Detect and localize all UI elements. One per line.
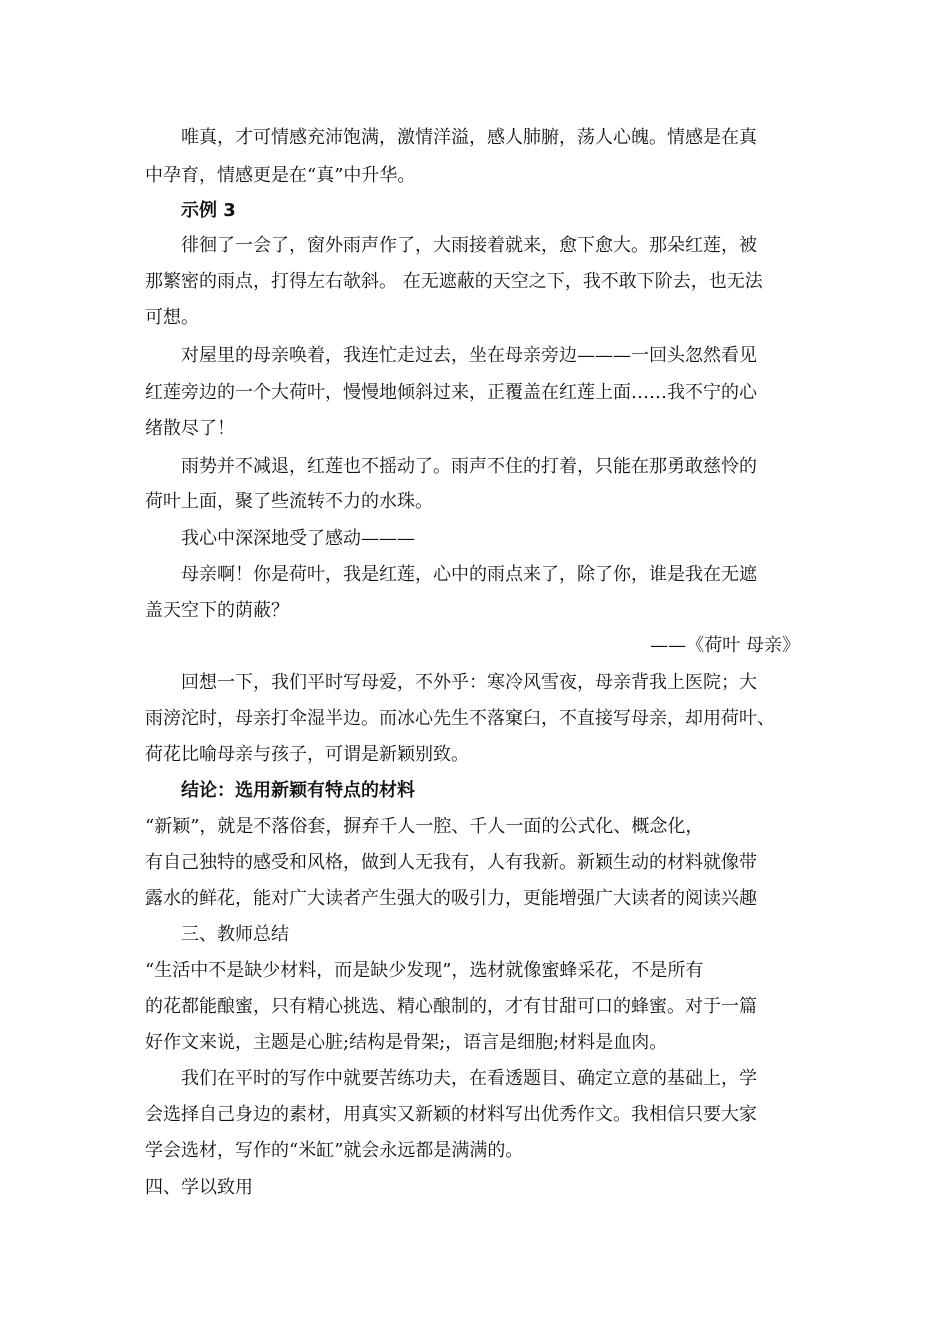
- text-line: 有自己独特的感受和风格，做到人无我有，人有我新。新颖生动的材料就像带: [145, 852, 757, 873]
- text-line: 学会选材，写作的“米缸”就会永远都是满满的。: [145, 1140, 524, 1161]
- section-heading: 四、学以致用: [145, 1177, 253, 1198]
- text-line: 盖天空下的荫蔽？: [145, 600, 289, 621]
- text-line: 会选择自己身边的素材，用真实又新颖的材料写出优秀作文。我相信只要大家: [145, 1104, 757, 1125]
- text-line: 中孕育，情感更是在“真”中升华。: [145, 165, 416, 186]
- text-line: 可想。: [145, 307, 199, 328]
- text-line: 荷花比喻母亲与孩子，可谓是新颖别致。: [145, 744, 469, 765]
- text-line: 荷叶上面，聚了些流转不力的水珠。: [145, 491, 433, 512]
- citation: ——《荷叶 母亲》: [650, 635, 800, 656]
- section-heading: 三、教师总结: [181, 924, 289, 945]
- text-line: 对屋里的母亲唤着，我连忙走过去，坐在母亲旁边———一回头忽然看见: [181, 345, 757, 366]
- conclusion-heading: 结论：选用新颖有特点的材料: [181, 780, 415, 801]
- text-line: 徘徊了一会了，窗外雨声作了，大雨接着就来，愈下愈大。那朵红莲，被: [181, 235, 757, 256]
- text-line: 露水的鲜花，能对广大读者产生强大的吸引力，更能增强广大读者的阅读兴趣: [145, 888, 757, 909]
- text-line: 绪散尽了！: [145, 418, 235, 439]
- text-line: 回想一下，我们平时写母爱，不外乎：寒冷风雪夜，母亲背我上医院；大: [181, 672, 757, 693]
- text-line: 我们在平时的写作中就要苦练功夫，在看透题目、确定立意的基础上，学: [181, 1068, 757, 1089]
- text-line: 唯真，才可情感充沛饱满，激情洋溢，感人肺腑，荡人心魄。情感是在真: [181, 127, 757, 148]
- text-line: 那繁密的雨点，打得左右欹斜。 在无遮蔽的天空之下，我不敢下阶去，也无法: [145, 271, 763, 292]
- text-line: “新颖”，就是不落俗套，摒弃千人一腔、千人一面的公式化、概念化，: [145, 816, 704, 837]
- text-line: “生活中不是缺少材料，而是缺少发现”，选材就像蜜蜂采花，不是所有: [145, 960, 704, 981]
- text-line: 的花都能酿蜜，只有精心挑选、精心酿制的，才有甘甜可口的蜂蜜。对于一篇: [145, 996, 757, 1017]
- text-line: 红莲旁边的一个大荷叶，慢慢地倾斜过来，正覆盖在红莲上面……我不宁的心: [145, 382, 757, 403]
- example-heading: 示例 3: [181, 200, 236, 221]
- text-line: 雨滂沱时，母亲打伞湿半边。而冰心先生不落窠臼，不直接写母亲，却用荷叶、: [145, 708, 775, 729]
- text-line: 好作文来说，主题是心脏;结构是骨架;，语言是细胞;材料是血肉。: [145, 1032, 668, 1053]
- text-line: 雨势并不减退，红莲也不摇动了。雨声不住的打着，只能在那勇敢慈怜的: [181, 456, 757, 477]
- text-line: 我心中深深地受了感动———: [181, 528, 415, 549]
- text-line: 母亲啊！你是荷叶，我是红莲，心中的雨点来了，除了你，谁是我在无遮: [181, 564, 757, 585]
